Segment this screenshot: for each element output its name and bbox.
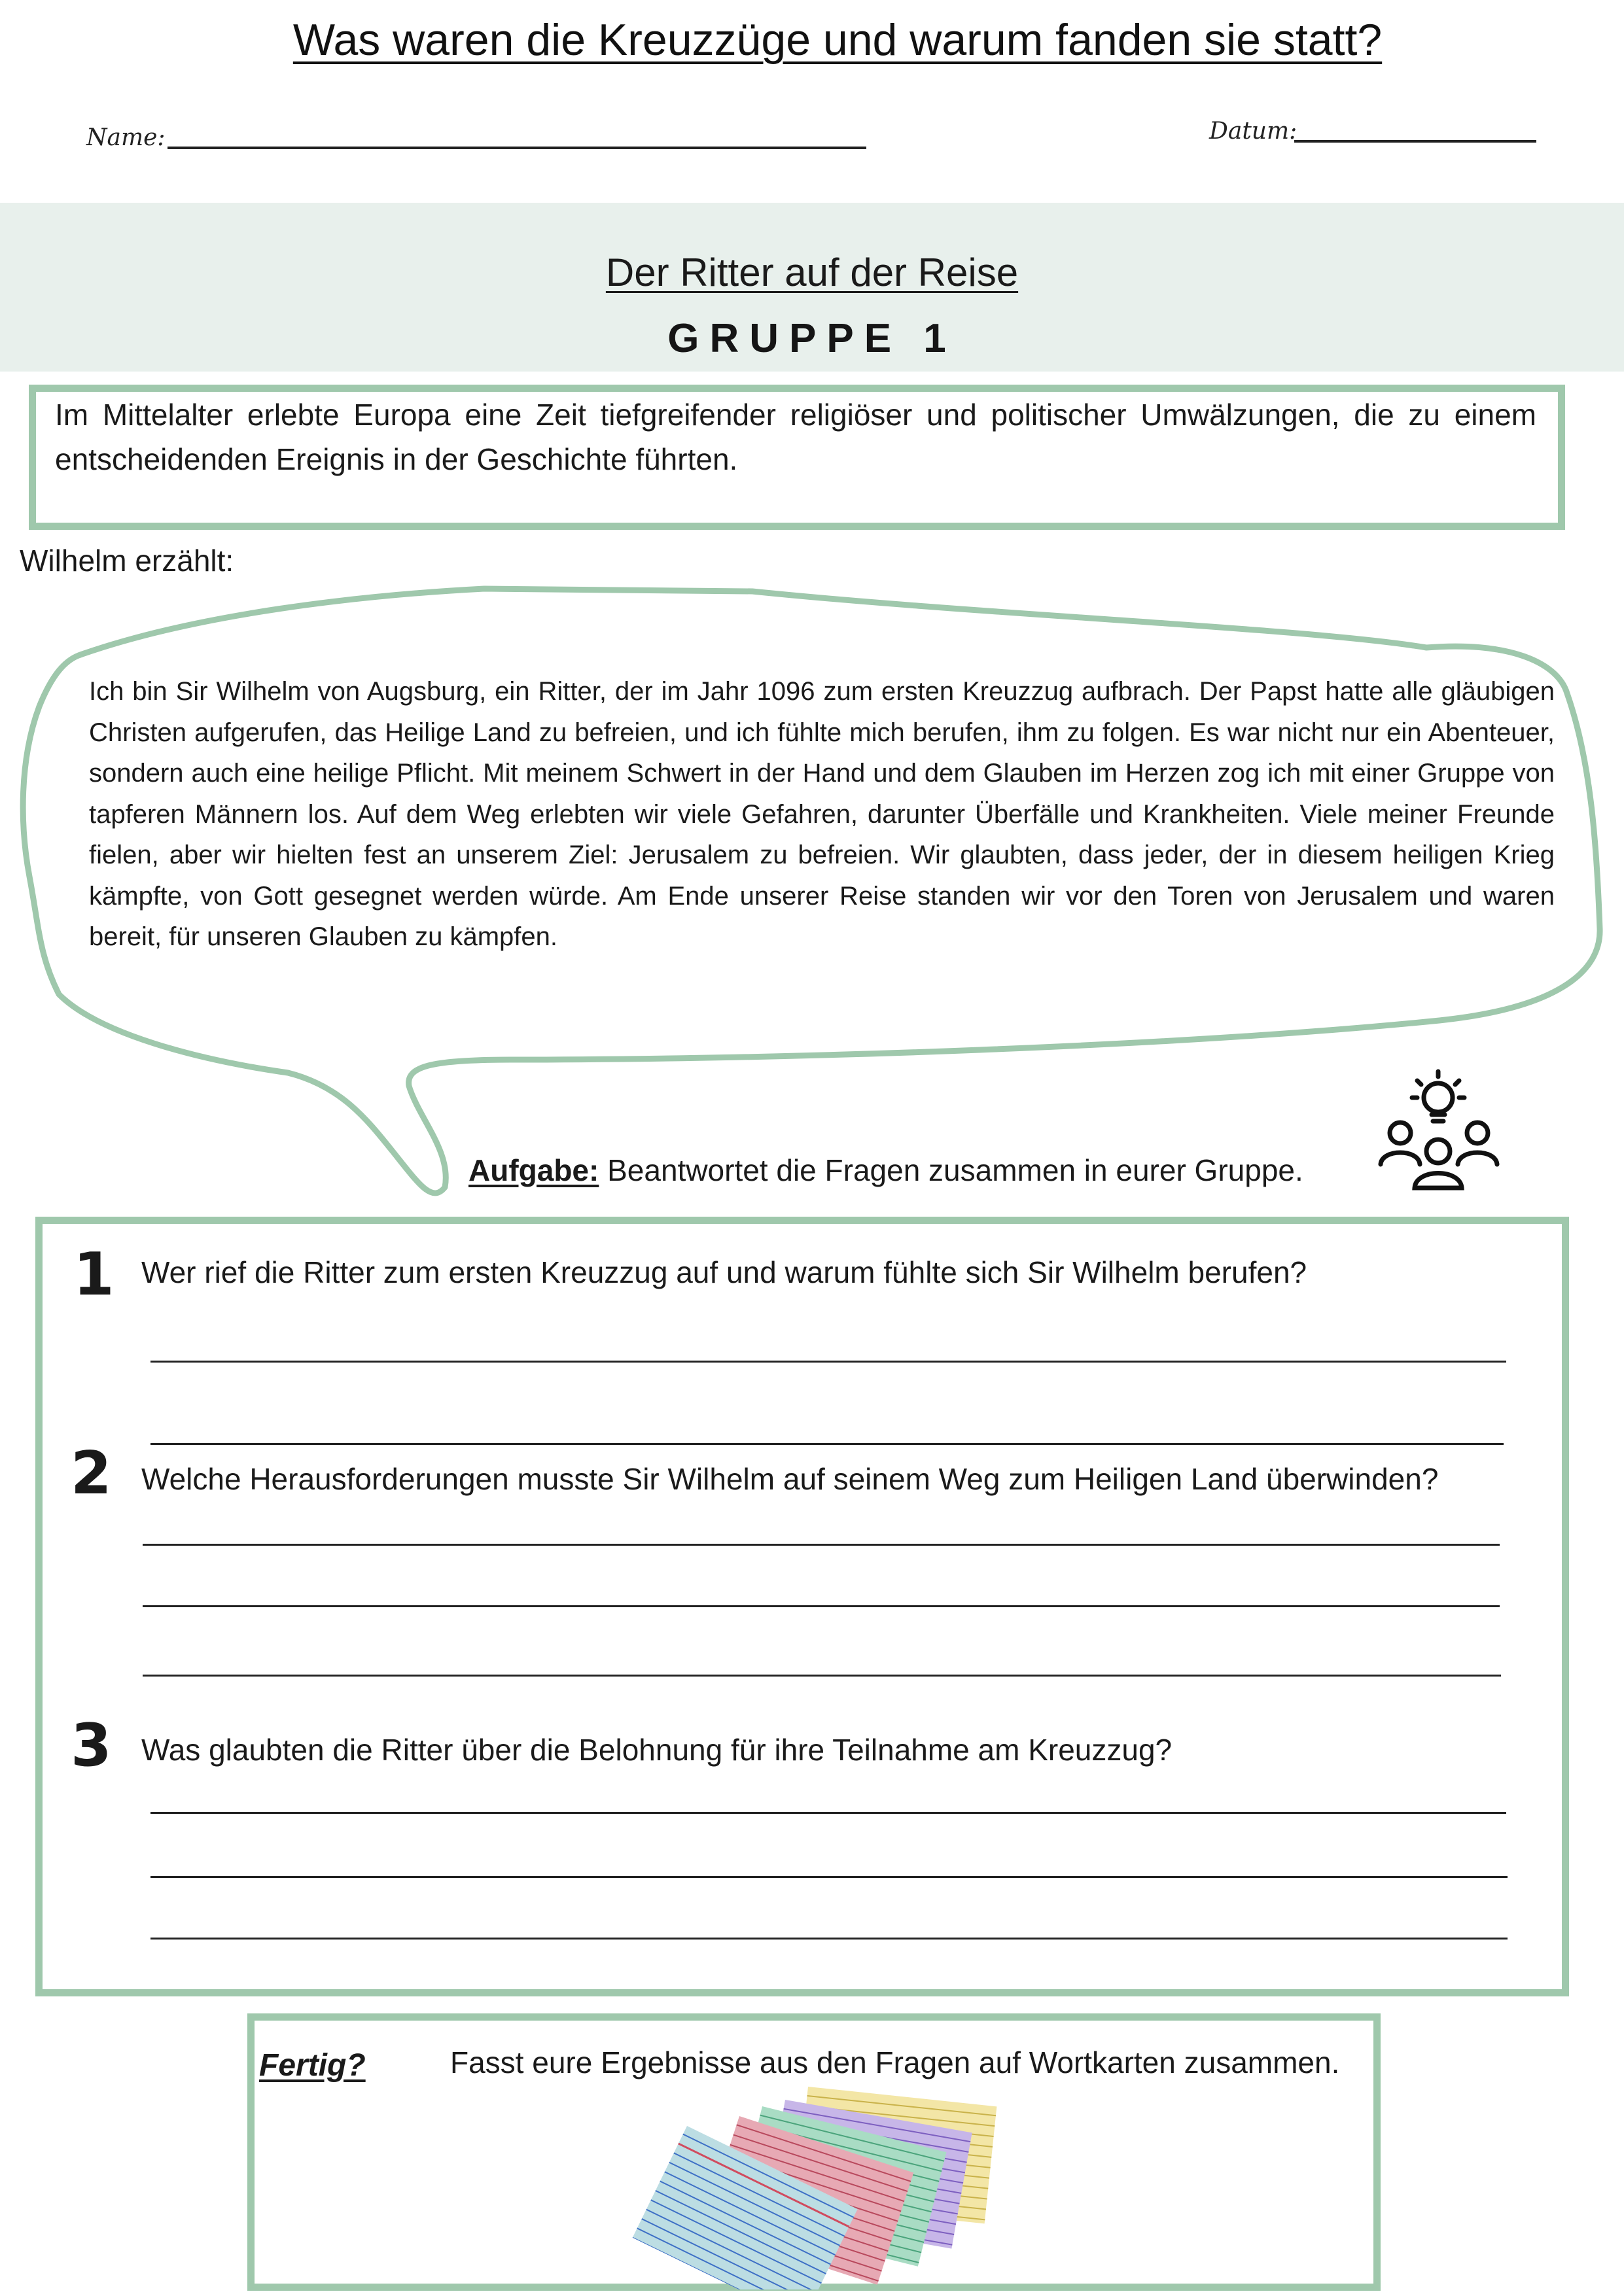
group-idea-icon bbox=[1374, 1066, 1505, 1197]
question-1-text: Wer rief die Ritter zum ersten Kreuzzug auf und warum fühlte sich Sir Wilhelm berufen? bbox=[141, 1255, 1307, 1289]
worksheet-title: Was waren die Kreuzzüge und warum fanden sie statt? bbox=[292, 15, 1383, 65]
answer-line[interactable] bbox=[143, 1675, 1501, 1677]
answer-line[interactable] bbox=[150, 1361, 1506, 1363]
answer-line[interactable] bbox=[143, 1544, 1500, 1546]
finish-label: Fertig? bbox=[259, 2048, 366, 2083]
task-text: Beantwortet die Fragen zusammen in eurer Gruppe. bbox=[599, 1153, 1303, 1187]
date-field[interactable] bbox=[1294, 140, 1536, 143]
task-instruction bbox=[468, 1153, 1303, 1188]
question-number-2: 2 bbox=[71, 1439, 112, 1508]
section-subtitle: Der Ritter auf der Reise bbox=[605, 251, 1019, 294]
intro-text: Im Mittelalter erlebte Europa eine Zeit tiefgreifender religiöser und politischer Umwälzungen, die zu einem entscheidenden Ereignis in der Geschichte führten. bbox=[55, 398, 1536, 476]
story-text: Ich bin Sir Wilhelm von Augsburg, ein Ritter, der im Jahr 1096 zum ersten Kreuzzug aufbrach. Der Papst hatte alle gläubigen Christen aufgerufen, das Heilige Land zu befreien, und ich fühlte mich berufen, ihm zu folgen. Es war nicht nur ein Abenteuer, sondern auch eine heilige Pflicht. Mit meinem Schwert in der Hand und dem Glauben im Herzen zog ich mit einer Gruppe von tapferen Männern los. Auf dem Weg erlebten wir viele Gefahren, darunter Überfälle und Krankheiten. Viele meiner Freunde fielen, aber wir hielten fest an unserem Ziel: Jerusalem zu befreien. Wir glaubten, dass jeder, der in diesem heiligen Krieg kämpfte, von Gott gesegnet werden würde. Am Ende unserer Reise standen wir vor den Toren von Jerusalem und waren bereit, für unseren Glauben zu kämpfen. bbox=[89, 677, 1555, 951]
index-cards-icon bbox=[615, 2074, 1034, 2289]
question-2-text: Welche Herausforderungen musste Sir Wilhelm auf seinem Weg zum Heiligen Land überwinden? bbox=[141, 1462, 1439, 1496]
name-field[interactable] bbox=[168, 147, 866, 149]
finish-text: Fasst eure Ergebnisse aus den Fragen auf Wortkarten zusammen. bbox=[450, 2045, 1340, 2079]
task-label: Aufgabe: bbox=[468, 1153, 599, 1187]
question-3-text: Was glaubten die Ritter über die Belohnung für ihre Teilnahme am Kreuzzug? bbox=[141, 1733, 1173, 1767]
group-heading: GRUPPE 1 bbox=[667, 316, 957, 361]
answer-line[interactable] bbox=[143, 1605, 1500, 1607]
answer-line[interactable] bbox=[150, 1443, 1504, 1445]
name-label: Name: bbox=[86, 124, 166, 151]
answer-line[interactable] bbox=[150, 1938, 1508, 1939]
answer-line[interactable] bbox=[150, 1812, 1506, 1814]
narrator-label: Wilhelm erzählt: bbox=[20, 544, 234, 578]
question-number-1: 1 bbox=[73, 1240, 115, 1309]
answer-line[interactable] bbox=[150, 1876, 1508, 1878]
date-label: Datum: bbox=[1209, 118, 1297, 145]
question-number-3: 3 bbox=[71, 1711, 112, 1780]
